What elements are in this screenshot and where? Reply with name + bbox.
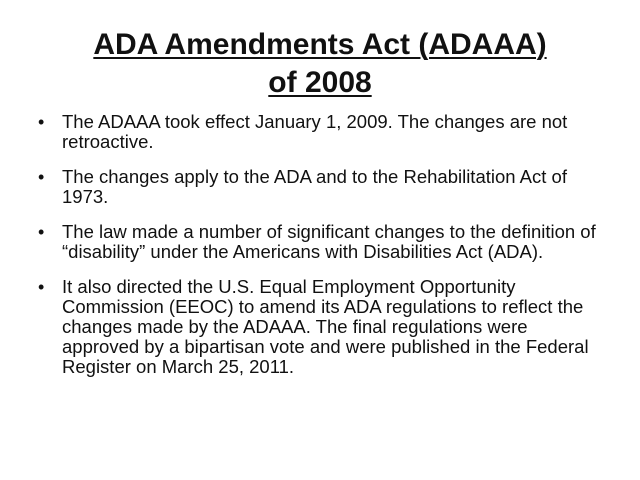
bullet-icon: • — [38, 277, 45, 297]
bullet-item-1 — [36, 112, 608, 152]
bullet-item-4 — [36, 277, 608, 377]
bullet-text-2: The changes apply to the ADA and to the Rehabilitation Act of 1973. — [62, 166, 567, 207]
title-line-2: of 2008 — [268, 66, 372, 99]
bullet-item-2 — [36, 167, 608, 207]
slide-title — [40, 26, 600, 102]
bullet-text-1: The ADAAA took effect January 1, 2009. The changes are not retroactive. — [62, 111, 568, 152]
title-line-1: ADA Amendments Act (ADAAA) — [93, 28, 547, 61]
bullet-icon: • — [38, 167, 45, 187]
bullet-list — [36, 112, 608, 392]
bullet-icon: • — [38, 222, 45, 242]
bullet-text-3: The law made a number of significant changes to the definition of “disability” under the Americans with Disabilities Act (ADA). — [62, 221, 596, 262]
bullet-icon: • — [38, 112, 45, 132]
bullet-item-3 — [36, 222, 608, 262]
bullet-text-4: It also directed the U.S. Equal Employment Opportunity Commission (EEOC) to amend its ADA regulations to reflect the changes made by the ADAAA. The final regulations were approved by a bipartisan vote and were published in the Federal Register on March 25, 2011. — [62, 276, 589, 377]
